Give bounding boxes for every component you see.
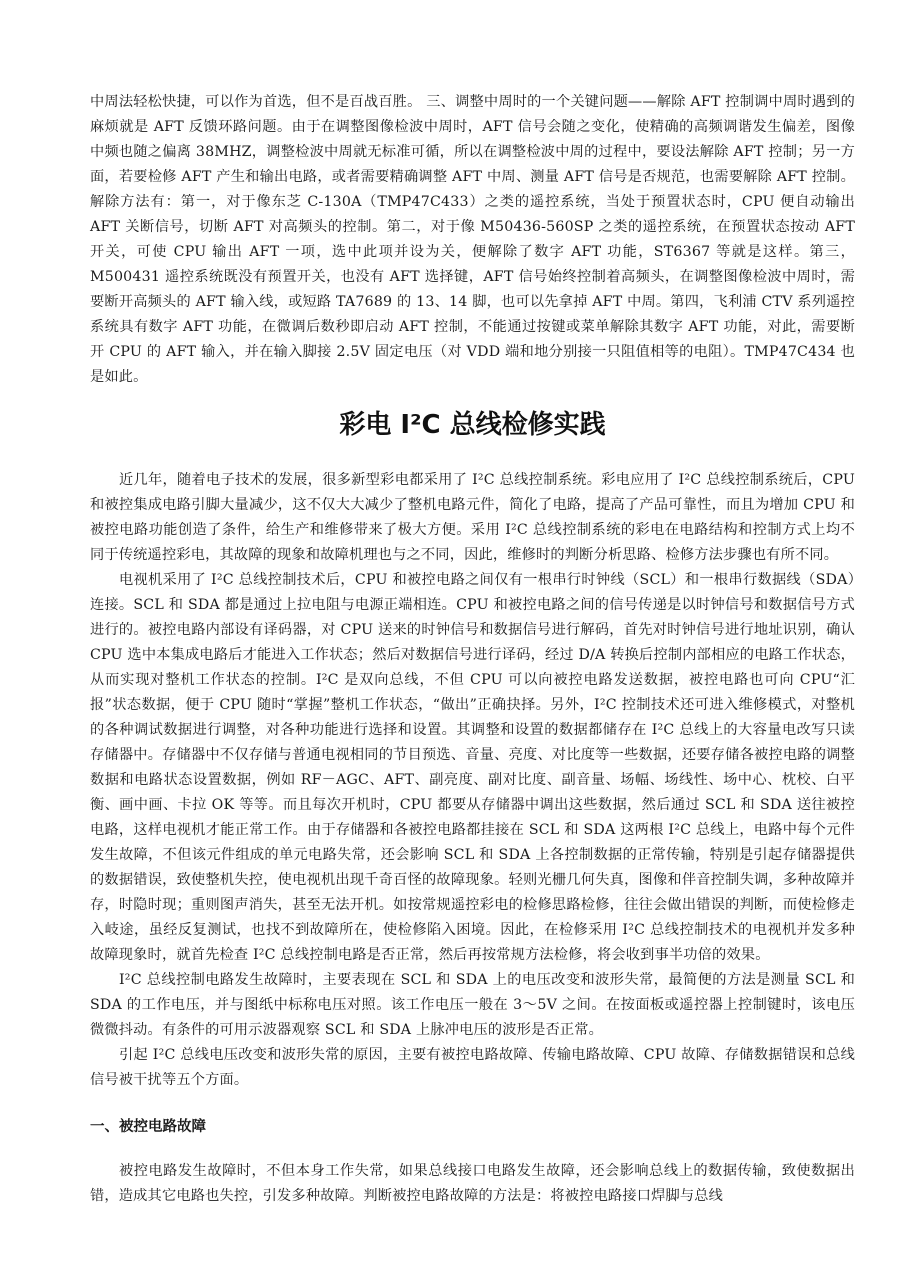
body-paragraph-1: 近几年，随着电子技术的发展，很多新型彩电都采用了 I²C 总线控制系统。彩电应用了 I²C 总线控制系统后，CPU 和被控集成电路引脚大量减少，这不仅大大减少了整机电路元件，简化了电路，提高了产品可靠性，而且为增加 CPU 和被控电路功能创造了条件，给生产和维修带来了极大方便。采用 I²C 总线控制系统的彩电在电路结构和控制方式上均不同于传统遥控彩电，其故障的现象和故障机理也与之不同，因此，维修时的判断分析思路、检修方法步骤也有所不同。 xyxy=(90,472,855,563)
body-paragraph-4: 引起 I²C 总线电压改变和波形失常的原因，主要有被控电路故障、传输电路故障、CPU 故障、存储数据错误和总线信号被干扰等五个方面。 xyxy=(90,1047,855,1088)
body-paragraph-2: 电视机采用了 I²C 总线控制技术后，CPU 和被控电路之间仅有一根串行时钟线（SCL）和一根串行数据线（SDA）连接。SCL 和 SDA 都是通过上拉电阻与电源正端相连。CPU 和被控电路之间的信号传递是以时钟信号和数据信号方式进行的。被控电路内部设有译码器，对 CPU 送来的时钟信号和数据信号进行解码，首先对时钟信号进行地址识别，确认 CPU 选中本集成电路后才能进入工作状态；然后对数据信号进行译码，经过 D/A 转换后控制内部相应的电路工作状态，从而实现对整机工作状态的控制。I²C 是双向总线，不但 CPU 可以向被控电路发送数据，被控电路也可向 CPU“汇报”状态数据，便于 CPU 随时“掌握”整机工作状态，“做出”正确抉择。另外，I²C 控制技术还可进入维修模式，对整机的各种调试数据进行调整，对各种功能进行选择和设置。其调整和设置的数据都储存在 I²C 总线上的大容量电改写只读存储器中。存储器中不仅存储与普通电视相同的节目预选、音量、亮度、对比度等一些数据，还要存储各被控电路的调整数据和电路状态设置数据，例如 RF－AGC、AFT、副亮度、副对比度、副音量、场幅、场线性、场中心、枕校、白平衡、画中画、卡拉 OK 等等。而且每次开机时，CPU 都要从存储器中调出这些数据，然后通过 SCL 和 SDA 送往被控电路，这样电视机才能正常工作。由于存储器和各被控电路都挂接在 SCL 和 SDA 这两根 I²C 总线上，电路中每个元件发生故障，不但该元件组成的单元电路失常，还会影响 SCL 和 SDA 上各控制数据的正常传输，特别是引起存储器提供的数据错误，致使整机失控，使电视机出现千奇百怪的故障现象。轻则光栅几何失真，图像和伴音控制失调，多种故障并存，时隐时现；重则图声消失，甚至无法开机。如按常规遥控彩电的检修思路检修，往往会做出错误的判断，而使检修走入岐途，虽经反复测试，也找不到故障所在，使检修陷入困境。因此，在检修采用 I²C 总线控制技术的电视机并发多种故障现象时，就首先检查 I²C 总线控制电路是否正常，然后再按常规方法检修，将会收到事半功倍的效果。 xyxy=(90,572,855,963)
continuation-paragraph: 中周法轻松快捷，可以作为首选，但不是百战百胜。 三、调整中周时的一个关键问题——解除 AFT 控制调中周时遇到的麻烦就是 AFT 反馈环路问题。由于在调整图像检波中周时，AFT 信号会随之变化，使精确的高频调谐发生偏差，图像中频也随之偏离 38MHZ，调整检波中周就无标准可循，所以在调整检波中周的过程中，要设法解除 AFT 控制；另一方面，若要检修 AFT 产生和输出电路，或者需要精确调整 AFT 中周、测量 AFT 信号是否规范，也需要解除 AFT 控制。解除方法有：第一，对于像东芝 C-130A（TMP47C433）之类的遥控系统，当处于预置状态时，CPU 便自动输出 AFT 关断信号，切断 AFT 对高频头的控制。第二，对于像 M50436-560SP 之类的遥控系统，在预置状态按动 AFT 开关，可使 CPU 输出 AFT 一项，选中此项并设为关，便解除了数字 AFT 功能，ST6367 等就是这样。第三，M500431 遥控系统既没有预置开关，也没有 AFT 选择键，AFT 信号始终控制着高频头，在调整图像检波中周时，需要断开高频头的 AFT 输入线，或短路 TA7689 的 13、14 脚，也可以先拿掉 AFT 中周。第四，飞利浦 CTV 系列遥控系统具有数字 AFT 功能，在微调后数秒即启动 AFT 控制，不能通过按键或菜单解除其数字 AFT 功能，对此，需要断开 CPU 的 AFT 输入，并在输入脚接 2.5V 固定电压（对 VDD 端和地分别接一只阻值相等的电阻）。TMP47C434 也是如此。 xyxy=(90,94,855,385)
article-title: 彩电 I²C 总线检修实践 xyxy=(339,410,606,440)
section-heading-1: 一、被控电路故障 xyxy=(90,1119,206,1135)
document-page xyxy=(90,90,855,1209)
section-1-paragraph: 被控电路发生故障时，不但本身工作失常，如果总线接口电路发生故障，还会影响总线上的数据传输，致使数据出错，造成其它电路也失控，引发多种故障。判断被控电路故障的方法是：将被控电路接口焊脚与总线 xyxy=(90,1163,855,1204)
body-paragraph-3: I²C 总线控制电路发生故障时，主要表现在 SCL 和 SDA 上的电压改变和波形失常，最简便的方法是测量 SCL 和 SDA 的工作电压，并与图纸中标称电压对照。该工作电压一般在 3～5V 之间。在按面板或遥控器上控制键时，该电压微微抖动。有条件的可用示波器观察 SCL 和 SDA 上脉冲电压的波形是否正常。 xyxy=(90,972,855,1038)
